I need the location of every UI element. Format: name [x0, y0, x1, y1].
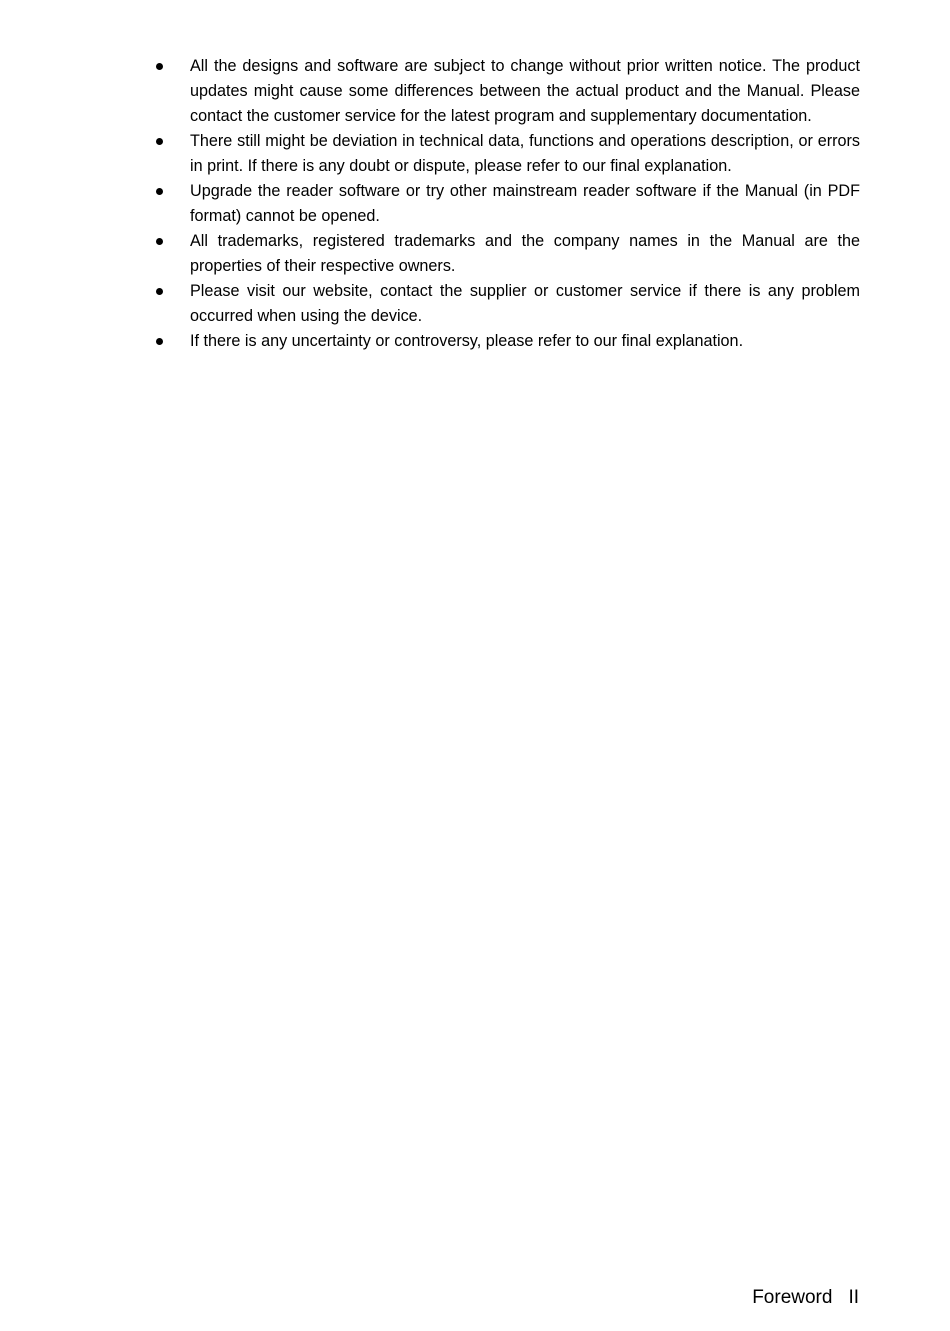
list-item-text: All trademarks, registered trademarks and the company names in the Manual are the properties of their respective owners.	[190, 232, 860, 275]
list-item-text: There still might be deviation in technical data, functions and operations description, or errors in print. If there is any doubt or dispute, please refer to our final explanation.	[190, 132, 860, 175]
list-item	[152, 129, 860, 179]
list-item	[152, 229, 860, 279]
footer-section-label: Foreword	[752, 1287, 833, 1308]
bullet-icon	[156, 63, 163, 70]
list-item	[152, 329, 860, 354]
list-item-text: Please visit our website, contact the supplier or customer service if there is any problem occurred when using the device.	[190, 282, 860, 325]
list-item	[152, 54, 860, 129]
list-item-text: If there is any uncertainty or controversy, please refer to our final explanation.	[190, 332, 744, 350]
bullet-icon	[156, 338, 163, 345]
notice-bullet-list	[152, 54, 860, 354]
list-item-text: All the designs and software are subject to change without prior written notice. The product updates might cause some differences between the actual product and the Manual. Please contact the customer service for the latest program and supplementary documentation.	[190, 57, 860, 125]
bullet-icon	[156, 288, 163, 295]
bullet-icon	[156, 138, 163, 145]
page-number: II	[848, 1287, 859, 1308]
list-item-text: Upgrade the reader software or try other mainstream reader software if the Manual (in PDF format) cannot be opened.	[190, 182, 860, 225]
page-footer	[752, 1286, 859, 1310]
bullet-icon	[156, 188, 163, 195]
bullet-icon	[156, 238, 163, 245]
list-item	[152, 279, 860, 329]
list-item	[152, 179, 860, 229]
